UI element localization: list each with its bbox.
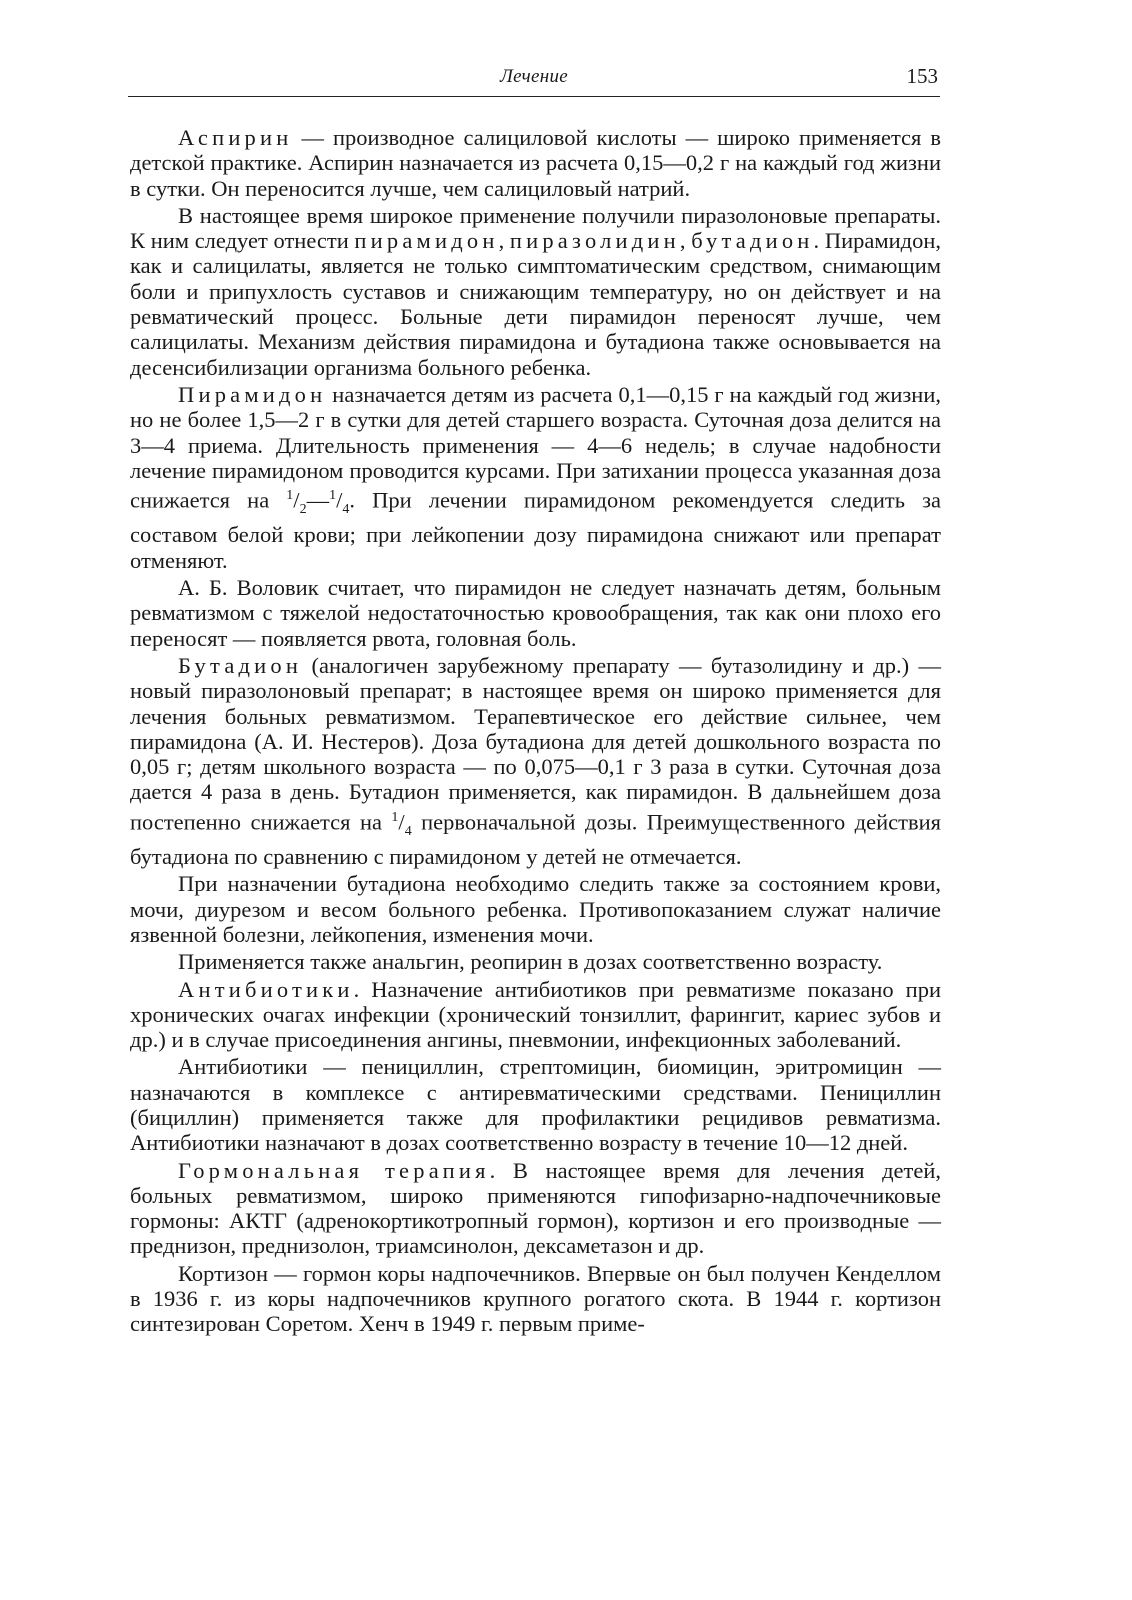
paragraph-antibiotics-list: Антибиотики — пенициллин, стрептомицин, биомицин, эритромицин — назначаются в комплексе с антиревматическими средствами. Пенициллин (бициллин) применяется также для профилактики рецидивов ревматизма. Антибиотики назначают в дозах соответственно возрасту в течение 10—12 дней.	[130, 1054, 941, 1156]
paragraph-analgin: Применяется также анальгин, реопирин в дозах соответственно возрасту.	[178, 949, 883, 975]
term-pyrazolidin: пиразолидин	[509, 228, 680, 254]
paragraph-butadion-monitoring: При назначении бутадиона необходимо следить также за состоянием крови, мочи, диурезом и весом больного ребенка. Противопоказанием служат наличие язвенной болезни, лейкопения, изменения мочи.	[130, 871, 941, 947]
paragraph-butadion: Бутадион (аналогичен зарубежному препарату — бутазолидину и др.) — новый пиразолоновый препарат; в настоящее время он широко применяется для лечения больных ревматизмом. Терапевтическое его действие сильнее, чем пирамидона (А. И. Нестеров). Доза бутадиона для детей дошкольного возраста по 0,05 г; детям школьного возраста — по 0,075—0,1 г 3 раза в сутки. Суточная доза дается 4 раза в день. Бутадион применяется, как пирамидон. В дальнейшем доза постепенно снижается на $^1/_4$ первоначальной дозы. Преимущественного действия бутадиона по сравнению с пирамидоном у детей не отмечается.	[130, 652, 941, 870]
term-aspirin: Аспирин	[178, 125, 293, 150]
running-title: Лечение	[499, 66, 568, 87]
paragraph-cortisone: Кортизон — гормон коры надпочечников. Впервые он был получен Кенделлом в 1936 г. из коры надпочечников крупного рогатого скота. В 1944 г. кортизон синтезирован Соретом. Хенч в 1949 г. первым приме-	[130, 1260, 941, 1337]
term-butadion-lead: Бутадион	[178, 652, 303, 678]
paragraph-volovik: А. Б. Воловик считает, что пирамидон не следует назначать детям, больным ревматизмом с тяжелой недостаточностью кровообращения, так как они плохо его переносят — появляется рвота, головная боль.	[130, 575, 941, 651]
term-hormonal-therapy: Гормональная терапия	[178, 1157, 490, 1183]
page-number: 153	[906, 64, 938, 88]
paragraph-hormonal-therapy: Гормональная терапия. В настоящее время для лечения детей, больных ревматизмом, широко применяются гипофизарно-надпочечниковые гормоны: АКТГ (адренокортикотропный гормон), кортизон и его производные — преднизон, преднизолон, триамсинолон, дексаметазон и др.	[130, 1157, 941, 1259]
page-header	[128, 62, 940, 97]
term-pyramidon: пирамидон	[354, 228, 499, 254]
paragraph-pyramidon-dose: Пирамидон назначается детям из расчета 0,1—0,15 г на каждый год жизни, но не более 1,5—2 г в сутки для детей старшего возраста. Суточная доза делится на 3—4 приема. Длительность применения — 4—6 недель; в случае надобности лечение пирамидоном проводится курсами. При затихании процесса указанная доза снижается на $^1/_2—^1/_4$. При лечении пирамидоном рекомендуется следить за составом белой крови; при лейкопении дозу пирамидона снижают или препарат отменяют.	[130, 381, 941, 573]
paragraph-pyrazolones: В настоящее время широкое применение получили пиразолоновые препараты. К ним следует отнести пирамидон, пиразолидин, бутадион. Пирамидон, как и салицилаты, является не только симптоматическим средством, снимающим боли и припухлость суставов и снижающим температуру, но он действует и на ревматический процесс. Больные дети пирамидон переносят лучше, чем салицилаты. Механизм действия пирамидона и бутадиона также основывается на десенсибилизации организма больного ребенка.	[130, 202, 942, 380]
body-text	[130, 125, 941, 1339]
term-pyramidon-lead: Пирамидон	[178, 381, 327, 407]
term-butadion: бутадион	[691, 228, 814, 254]
term-antibiotics: Антибиотики	[178, 976, 354, 1002]
paragraph-aspirin: Аспирин — производное салициловой кислоты — широко применяется в детской практике. Аспирин назначается из расчета 0,15—0,2 г на каждый год жизни в сутки. Он переносится лучше, чем салициловый натрий.	[130, 125, 941, 201]
paragraph-antibiotics: Антибиотики. Назначение антибиотиков при ревматизме показано при хронических очагах инфекции (хронический тонзиллит, фарингит, кариес зубов и др.) и в случае присоединения ангины, пневмонии, инфекционных заболеваний.	[130, 976, 941, 1053]
